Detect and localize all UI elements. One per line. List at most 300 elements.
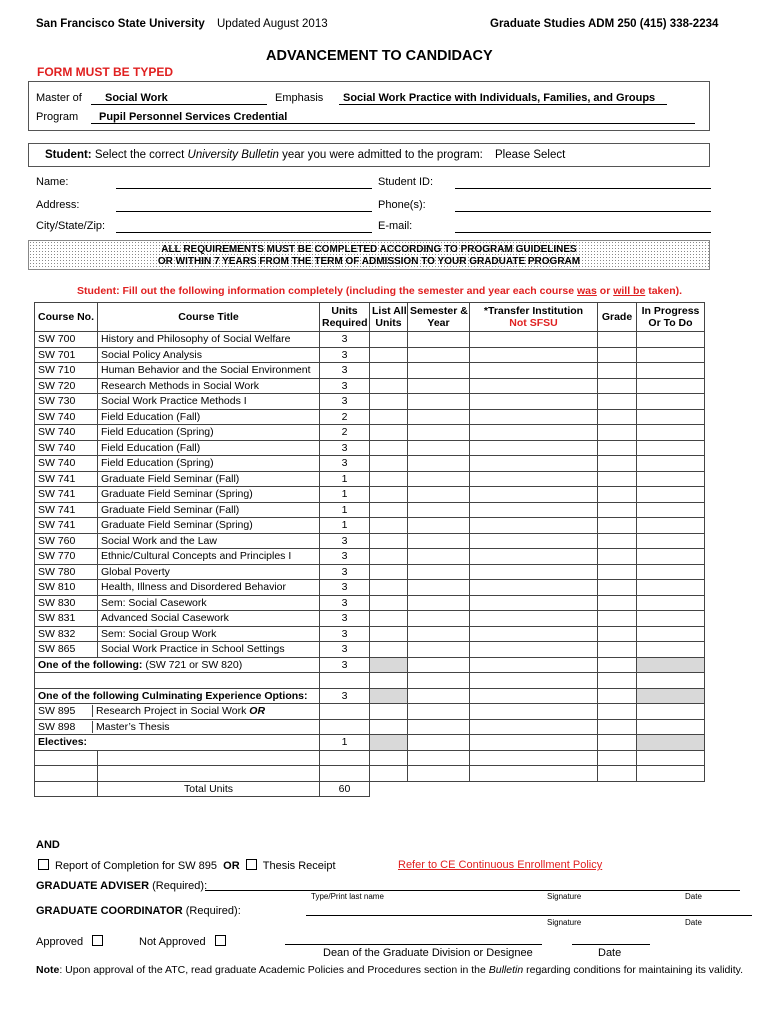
transfer-institution-cell[interactable]: [470, 378, 598, 394]
list-all-units-cell[interactable]: [370, 719, 408, 735]
course-no-cell: SW 710: [35, 363, 98, 379]
course-no-cell: SW 730: [35, 394, 98, 410]
units-required-cell: 3: [320, 688, 370, 704]
emphasis-field[interactable]: Social Work Practice with Individuals, Families, and Groups: [339, 92, 667, 105]
table-row: [35, 502, 705, 518]
not-approved-option[interactable]: Not Approved: [139, 935, 232, 948]
list-all-units-cell[interactable]: [370, 750, 408, 766]
elective-course-title-cell[interactable]: [98, 750, 320, 766]
semester-year-cell[interactable]: [408, 549, 470, 565]
course-title-cell: Sem: Social Casework: [98, 595, 320, 611]
master-of-field[interactable]: Social Work: [91, 92, 267, 105]
culminating-option-cell: SW 898 Master’s Thesis: [35, 719, 320, 735]
list-all-units-cell[interactable]: [370, 425, 408, 441]
transfer-institution-cell[interactable]: [470, 564, 598, 580]
course-no-cell: SW 741: [35, 502, 98, 518]
course-title-cell: History and Philosophy of Social Welfare: [98, 332, 320, 348]
units-required-cell: 3: [320, 564, 370, 580]
course-title-cell: Human Behavior and the Social Environment: [98, 363, 320, 379]
grade-cell[interactable]: [598, 750, 637, 766]
list-all-units-cell[interactable]: [370, 657, 408, 673]
units-required-cell: 3: [320, 611, 370, 627]
grade-cell[interactable]: [598, 580, 637, 596]
semester-year-cell[interactable]: [408, 471, 470, 487]
transfer-institution-cell[interactable]: [470, 471, 598, 487]
grade-cell[interactable]: [598, 378, 637, 394]
transfer-institution-cell[interactable]: [470, 487, 598, 503]
semester-year-cell[interactable]: [408, 347, 470, 363]
grade-cell[interactable]: [598, 704, 637, 720]
not-approved-checkbox[interactable]: [215, 935, 226, 946]
grade-cell[interactable]: [598, 533, 637, 549]
and-label: AND: [36, 839, 60, 851]
grade-cell[interactable]: [598, 673, 637, 689]
coordinator-signature-line[interactable]: [306, 915, 752, 916]
course-title-cell: Ethnic/Cultural Concepts and Principles I: [98, 549, 320, 565]
grade-cell[interactable]: [598, 440, 637, 456]
units-required-cell[interactable]: [320, 766, 370, 782]
course-no-cell: SW 701: [35, 347, 98, 363]
adviser-date-caption: Date: [685, 892, 702, 901]
list-all-units-cell[interactable]: [370, 440, 408, 456]
bulletin-instruction: Student: Select the correct University Bulletin year you were admitted to the program:: [45, 149, 483, 161]
list-all-units-cell[interactable]: [370, 611, 408, 627]
list-all-units-cell[interactable]: [370, 456, 408, 472]
in-progress-cell[interactable]: [637, 487, 705, 503]
list-all-units-cell[interactable]: [370, 549, 408, 565]
units-required-cell: 3: [320, 440, 370, 456]
table-row: [35, 471, 705, 487]
table-row: [35, 378, 705, 394]
in-progress-cell[interactable]: [637, 456, 705, 472]
transfer-institution-cell[interactable]: [470, 549, 598, 565]
course-no-cell: SW 831: [35, 611, 98, 627]
transfer-institution-cell[interactable]: [470, 394, 598, 410]
units-required-cell: 3: [320, 642, 370, 658]
in-progress-cell[interactable]: [637, 332, 705, 348]
list-all-units-cell[interactable]: [370, 378, 408, 394]
elective-course-no-cell[interactable]: [35, 750, 98, 766]
grade-cell[interactable]: [598, 549, 637, 565]
semester-year-cell[interactable]: [408, 564, 470, 580]
grade-cell[interactable]: [598, 657, 637, 673]
grade-cell[interactable]: [598, 363, 637, 379]
units-required-cell: 1: [320, 502, 370, 518]
transfer-institution-cell[interactable]: [470, 688, 598, 704]
course-title-cell: Global Poverty: [98, 564, 320, 580]
transfer-institution-cell[interactable]: [470, 332, 598, 348]
in-progress-cell[interactable]: [637, 673, 705, 689]
semester-year-cell[interactable]: [408, 611, 470, 627]
course-no-cell: SW 865: [35, 642, 98, 658]
course-title-cell: Social Work Practice in School Settings: [98, 642, 320, 658]
adviser-signature-caption: Signature: [547, 892, 582, 901]
dean-date-caption: Date: [598, 947, 622, 959]
semester-year-cell[interactable]: [408, 363, 470, 379]
grade-cell[interactable]: [598, 642, 637, 658]
in-progress-cell[interactable]: [637, 719, 705, 735]
grade-cell[interactable]: [598, 332, 637, 348]
course-no-cell: SW 700: [35, 332, 98, 348]
electives-label-cell: Electives:: [35, 735, 320, 751]
units-required-cell: 2: [320, 409, 370, 425]
units-required-cell: 3: [320, 533, 370, 549]
table-row: [35, 642, 705, 658]
units-required-cell: [320, 719, 370, 735]
grade-cell[interactable]: [598, 564, 637, 580]
semester-year-cell[interactable]: [408, 518, 470, 534]
in-progress-cell[interactable]: [637, 425, 705, 441]
dean-caption: Dean of the Graduate Division or Designee: [323, 947, 533, 959]
table-row: [35, 549, 705, 565]
course-title-cell: Social Work and the Law: [98, 533, 320, 549]
units-required-cell[interactable]: [320, 750, 370, 766]
transfer-institution-cell[interactable]: [470, 363, 598, 379]
table-row: [35, 363, 705, 379]
list-all-units-cell[interactable]: [370, 518, 408, 534]
grade-cell[interactable]: [598, 735, 637, 751]
university-name: San Francisco State University: [36, 18, 205, 30]
semester-year-cell[interactable]: [408, 688, 470, 704]
one-of-following-cell: One of the following: (SW 721 or SW 820): [35, 657, 320, 673]
list-all-units-cell[interactable]: [370, 502, 408, 518]
elective-course-title-cell[interactable]: [98, 766, 320, 782]
grade-cell[interactable]: [598, 471, 637, 487]
header-course-title: Course Title: [98, 303, 320, 332]
list-all-units-cell[interactable]: [370, 347, 408, 363]
list-all-units-cell[interactable]: [370, 363, 408, 379]
culminating-row: [35, 688, 705, 704]
course-no-cell: SW 720: [35, 378, 98, 394]
course-no-cell: SW 830: [35, 595, 98, 611]
header-list-all-units: List All Units: [370, 303, 408, 332]
transfer-institution-cell[interactable]: [470, 440, 598, 456]
transfer-institution-cell[interactable]: [470, 673, 598, 689]
semester-year-cell[interactable]: [408, 673, 470, 689]
semester-year-cell[interactable]: [408, 409, 470, 425]
semester-year-cell[interactable]: [408, 332, 470, 348]
bulletin-box: [28, 143, 710, 167]
address-field[interactable]: [116, 211, 372, 212]
course-title-cell: Field Education (Fall): [98, 440, 320, 456]
header-course-no: Course No.: [35, 303, 98, 332]
list-all-units-cell[interactable]: [370, 766, 408, 782]
in-progress-cell[interactable]: [637, 626, 705, 642]
semester-year-cell[interactable]: [408, 580, 470, 596]
table-row: [35, 626, 705, 642]
transfer-institution-cell[interactable]: [470, 502, 598, 518]
in-progress-cell[interactable]: [637, 549, 705, 565]
in-progress-cell[interactable]: [637, 657, 705, 673]
report-completion-checkbox[interactable]: [38, 859, 49, 870]
semester-year-cell[interactable]: [408, 735, 470, 751]
table-row: [35, 440, 705, 456]
transfer-institution-cell[interactable]: [470, 533, 598, 549]
total-blank-cell: [35, 781, 98, 797]
transfer-institution-cell[interactable]: [470, 642, 598, 658]
grade-cell[interactable]: [598, 425, 637, 441]
list-all-units-cell[interactable]: [370, 580, 408, 596]
list-all-units-cell[interactable]: [370, 735, 408, 751]
in-progress-cell[interactable]: [637, 518, 705, 534]
transfer-institution-cell[interactable]: [470, 766, 598, 782]
coordinator-date-caption: Date: [685, 918, 702, 927]
thesis-receipt-checkbox[interactable]: [246, 859, 257, 870]
grade-cell[interactable]: [598, 347, 637, 363]
units-required-cell: [320, 704, 370, 720]
in-progress-cell[interactable]: [637, 611, 705, 627]
semester-year-cell[interactable]: [408, 425, 470, 441]
master-of-label: Master of: [36, 92, 82, 104]
units-required-cell: 3: [320, 549, 370, 565]
student-id-label: Student ID:: [378, 176, 434, 188]
email-label: E-mail:: [378, 220, 413, 232]
units-required-cell: 3: [320, 456, 370, 472]
in-progress-cell[interactable]: [637, 409, 705, 425]
table-row: [35, 347, 705, 363]
grade-cell[interactable]: [598, 394, 637, 410]
course-no-cell: SW 740: [35, 409, 98, 425]
semester-year-cell[interactable]: [408, 750, 470, 766]
course-title-cell: Sem: Social Group Work: [98, 626, 320, 642]
grade-cell[interactable]: [598, 518, 637, 534]
grade-cell[interactable]: [598, 611, 637, 627]
emphasis-label: Emphasis: [275, 92, 324, 104]
total-units-cell: 60: [320, 781, 370, 797]
in-progress-cell[interactable]: [637, 735, 705, 751]
in-progress-cell[interactable]: [637, 394, 705, 410]
semester-year-cell[interactable]: [408, 533, 470, 549]
transfer-institution-cell[interactable]: [470, 409, 598, 425]
grade-cell[interactable]: [598, 688, 637, 704]
elective-entry-row: [35, 766, 705, 782]
list-all-units-cell[interactable]: [370, 688, 408, 704]
grade-cell[interactable]: [598, 409, 637, 425]
in-progress-cell[interactable]: [637, 471, 705, 487]
grade-cell[interactable]: [598, 487, 637, 503]
transfer-institution-cell[interactable]: [470, 347, 598, 363]
in-progress-cell[interactable]: [637, 595, 705, 611]
in-progress-cell[interactable]: [637, 580, 705, 596]
semester-year-cell[interactable]: [408, 378, 470, 394]
name-label: Name:: [36, 176, 69, 188]
units-required-cell: 3: [320, 394, 370, 410]
one-of-following-row: [35, 657, 705, 673]
grade-cell[interactable]: [598, 502, 637, 518]
graduate-coordinator-label: GRADUATE COORDINATOR (Required):: [36, 905, 241, 917]
total-row: [35, 781, 705, 797]
report-completion-option[interactable]: Report of Completion for SW 895 OR Thesis Receipt: [38, 859, 336, 872]
semester-year-cell[interactable]: [408, 394, 470, 410]
semester-year-cell[interactable]: [408, 642, 470, 658]
units-required-cell: 3: [320, 332, 370, 348]
course-no-cell: SW 740: [35, 425, 98, 441]
grade-cell[interactable]: [598, 456, 637, 472]
transfer-institution-cell[interactable]: [470, 518, 598, 534]
header-semester-year: Semester & Year: [408, 303, 470, 332]
culminating-option-row: [35, 704, 705, 720]
transfer-institution-cell[interactable]: [470, 719, 598, 735]
in-progress-cell[interactable]: [637, 564, 705, 580]
list-all-units-cell[interactable]: [370, 471, 408, 487]
bulletin-year-select[interactable]: Please Select: [495, 149, 566, 161]
transfer-institution-cell[interactable]: [470, 657, 598, 673]
dean-date-line[interactable]: [572, 944, 650, 945]
list-all-units-cell[interactable]: [370, 595, 408, 611]
list-all-units-cell[interactable]: [370, 487, 408, 503]
list-all-units-cell[interactable]: [370, 394, 408, 410]
dean-signature-line[interactable]: [285, 944, 542, 945]
office-contact: Graduate Studies ADM 250 (415) 338-2234: [490, 18, 719, 30]
semester-year-cell[interactable]: [408, 456, 470, 472]
grade-cell[interactable]: [598, 719, 637, 735]
course-no-cell: SW 760: [35, 533, 98, 549]
course-title-cell: Advanced Social Casework: [98, 611, 320, 627]
transfer-institution-cell[interactable]: [470, 595, 598, 611]
course-title-cell: Graduate Field Seminar (Fall): [98, 502, 320, 518]
city-state-zip-label: City/State/Zip:: [36, 220, 106, 232]
semester-year-cell[interactable]: [408, 704, 470, 720]
name-field[interactable]: [116, 188, 372, 189]
city-state-zip-field[interactable]: [116, 232, 372, 233]
list-all-units-cell[interactable]: [370, 704, 408, 720]
table-row: [35, 595, 705, 611]
table-row: [35, 332, 705, 348]
email-field[interactable]: [455, 232, 711, 233]
course-no-cell: SW 780: [35, 564, 98, 580]
enrollment-policy-link[interactable]: Refer to CE Continuous Enrollment Policy: [398, 859, 603, 871]
requirements-line-2: OR WITHIN 7 YEARS FROM THE TERM OF ADMISSION TO YOUR GRADUATE PROGRAM: [157, 256, 581, 267]
header-grade: Grade: [598, 303, 637, 332]
course-title-cell: Research Methods in Social Work: [98, 378, 320, 394]
course-no-cell: SW 741: [35, 518, 98, 534]
student-id-field[interactable]: [455, 188, 711, 189]
semester-year-cell[interactable]: [408, 719, 470, 735]
in-progress-cell[interactable]: [637, 642, 705, 658]
list-all-units-cell[interactable]: [370, 673, 408, 689]
in-progress-cell[interactable]: [637, 440, 705, 456]
list-all-units-cell[interactable]: [370, 642, 408, 658]
transfer-institution-cell[interactable]: [470, 580, 598, 596]
approved-checkbox[interactable]: [92, 935, 103, 946]
in-progress-cell[interactable]: [637, 766, 705, 782]
adviser-signature-line[interactable]: [205, 890, 740, 891]
transfer-institution-cell[interactable]: [470, 425, 598, 441]
elective-entry-row: [35, 750, 705, 766]
list-all-units-cell[interactable]: [370, 409, 408, 425]
in-progress-cell[interactable]: [637, 502, 705, 518]
units-required-cell: 3: [320, 347, 370, 363]
list-all-units-cell[interactable]: [370, 332, 408, 348]
semester-year-cell[interactable]: [408, 440, 470, 456]
course-title-cell: Graduate Field Seminar (Spring): [98, 518, 320, 534]
graduate-adviser-label: GRADUATE ADVISER (Required):: [36, 880, 208, 892]
semester-year-cell[interactable]: [408, 766, 470, 782]
transfer-institution-cell[interactable]: [470, 626, 598, 642]
transfer-institution-cell[interactable]: [470, 750, 598, 766]
updated-date: Updated August 2013: [217, 18, 328, 30]
semester-year-cell[interactable]: [408, 657, 470, 673]
transfer-institution-cell[interactable]: [470, 735, 598, 751]
grade-cell[interactable]: [598, 595, 637, 611]
table-row: [35, 425, 705, 441]
units-required-cell: 3: [320, 626, 370, 642]
phones-label: Phone(s):: [378, 199, 426, 211]
course-table: [34, 302, 705, 797]
in-progress-cell[interactable]: [637, 688, 705, 704]
validity-note: Note: Upon approval of the ATC, read graduate Academic Policies and Procedures section in the Bulletin regarding conditions for maintaining its validity.: [36, 964, 744, 976]
phones-field[interactable]: [455, 211, 711, 212]
units-required-cell: 3: [320, 595, 370, 611]
in-progress-cell[interactable]: [637, 347, 705, 363]
course-no-cell: SW 741: [35, 471, 98, 487]
semester-year-cell[interactable]: [408, 595, 470, 611]
units-required-cell: 3: [320, 363, 370, 379]
course-title-cell: Field Education (Spring): [98, 456, 320, 472]
course-title-cell: Graduate Field Seminar (Spring): [98, 487, 320, 503]
list-all-units-cell[interactable]: [370, 626, 408, 642]
requirements-banner: [28, 240, 710, 270]
in-progress-cell[interactable]: [637, 750, 705, 766]
course-no-cell: SW 740: [35, 456, 98, 472]
units-required-cell: 3: [320, 378, 370, 394]
total-label-cell: Total Units: [98, 781, 320, 797]
in-progress-cell[interactable]: [637, 533, 705, 549]
elective-course-no-cell[interactable]: [35, 766, 98, 782]
course-no-cell: SW 741: [35, 487, 98, 503]
type-print-caption: Type/Print last name: [311, 892, 384, 901]
program-box: [28, 81, 710, 131]
header-units-required: Units Required: [320, 303, 370, 332]
in-progress-cell[interactable]: [637, 363, 705, 379]
transfer-institution-cell[interactable]: [470, 456, 598, 472]
fill-out-instruction: Student: Fill out the following information completely (including the semester and year each course was or will be taken).: [77, 285, 683, 297]
transfer-institution-cell[interactable]: [470, 704, 598, 720]
culminating-option-row: [35, 719, 705, 735]
table-row: [35, 456, 705, 472]
semester-year-cell[interactable]: [408, 626, 470, 642]
page-title: ADVANCEMENT TO CANDIDACY: [266, 48, 493, 64]
list-all-units-cell[interactable]: [370, 564, 408, 580]
units-required-cell: 1: [320, 518, 370, 534]
grade-cell[interactable]: [598, 766, 637, 782]
table-row: [35, 611, 705, 627]
requirements-line-1: ALL REQUIREMENTS MUST BE COMPLETED ACCORDING TO PROGRAM GUIDELINES: [161, 244, 577, 255]
table-row: [35, 409, 705, 425]
approved-option[interactable]: Approved: [36, 935, 109, 948]
units-required-cell: 3: [320, 657, 370, 673]
program-field[interactable]: Pupil Personnel Services Credential: [91, 111, 695, 124]
transfer-institution-cell[interactable]: [470, 611, 598, 627]
address-label: Address:: [36, 199, 80, 211]
course-no-cell: SW 740: [35, 440, 98, 456]
in-progress-cell[interactable]: [637, 704, 705, 720]
course-no-cell: SW 810: [35, 580, 98, 596]
blank-cell[interactable]: [35, 673, 320, 689]
table-row: [35, 394, 705, 410]
grade-cell[interactable]: [598, 626, 637, 642]
semester-year-cell[interactable]: [408, 502, 470, 518]
culminating-option-cell: SW 895 Research Project in Social Work OR: [35, 704, 320, 720]
semester-year-cell[interactable]: [408, 487, 470, 503]
list-all-units-cell[interactable]: [370, 533, 408, 549]
units-required-cell: 3: [320, 580, 370, 596]
table-row: [35, 533, 705, 549]
course-no-cell: SW 832: [35, 626, 98, 642]
program-label: Program: [36, 111, 79, 123]
in-progress-cell[interactable]: [637, 378, 705, 394]
course-title-cell: Field Education (Spring): [98, 425, 320, 441]
